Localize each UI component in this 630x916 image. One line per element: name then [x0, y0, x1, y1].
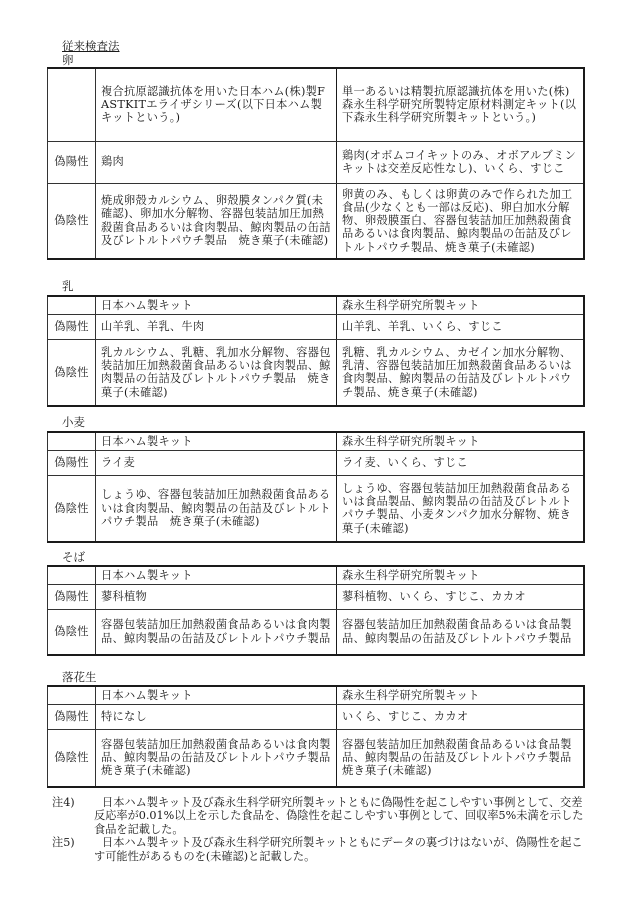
- false-negative-kit-b: 乳糖、乳カルシウム、カゼイン加水分解物、乳清、容器包装詰加圧加熱殺菌食品あるいは食肉製品、鯨肉製品の缶詰及びレトルトパウチ製品、焼き菓子(未確認): [337, 339, 584, 406]
- table-row-kit-header: [48, 686, 584, 704]
- table-egg: [47, 67, 585, 260]
- false-positive-kit-b: ライ麦、いくら、すじこ: [337, 450, 584, 475]
- row-label-false-positive: 偽陽性: [48, 450, 96, 475]
- table-row-false-positive: [48, 704, 584, 729]
- kit-a-header: 日本ハム製キット: [96, 296, 337, 314]
- row-label-false-negative: 偽陰性: [48, 183, 96, 259]
- table-row-false-positive: [48, 314, 584, 339]
- kit-b-header: 森永生科学研究所製キット: [337, 432, 584, 450]
- false-positive-kit-b: 山羊乳、羊乳、いくら、すじこ: [337, 314, 584, 339]
- table-row-false-negative: [48, 183, 584, 259]
- empty-header-cell: [48, 566, 96, 584]
- footnote-5: [52, 836, 592, 863]
- table-peanut: [47, 685, 585, 788]
- table-row-kit-header: [48, 296, 584, 314]
- false-negative-kit-b: 容器包装詰加圧加熱殺菌食品あるいは食品製品、鯨肉製品の缶詰及びレトルトパウチ製品: [337, 609, 584, 655]
- false-negative-kit-a: 容器包装詰加圧加熱殺菌食品あるいは食肉製品、鯨肉製品の缶詰及びレトルトパウチ製品 焼き菓子(未確認): [96, 729, 337, 787]
- false-positive-kit-a: 山羊乳、羊乳、牛肉: [96, 314, 337, 339]
- false-negative-kit-a: しょうゆ、容器包装詰加圧加熱殺菌食品あるいは食肉製品、鯨肉製品の缶詰及びレトルトパウチ製品 焼き菓子(未確認): [96, 475, 337, 542]
- table-row-kit-header: [48, 566, 584, 584]
- false-negative-kit-a: 焼成卵殻カルシウム、卵殻膜タンパク質(未確認)、卵加水分解物、容器包装詰加圧加熱殺菌食品あるいは食肉製品、鯨肉製品の缶詰及びレトルトパウチ製品 焼き菓子(未確認): [96, 183, 337, 259]
- footnote-label: 注5): [52, 836, 75, 850]
- section-label-peanut: 落花生: [62, 670, 97, 684]
- false-positive-kit-b: いくら、すじこ、カカオ: [337, 704, 584, 729]
- table-row-false-negative: [48, 729, 584, 787]
- footnote-label: 注4): [52, 796, 75, 809]
- kit-b-header: 森永生科学研究所製キット: [337, 566, 584, 584]
- table-milk: [47, 295, 585, 407]
- empty-header-cell: [48, 432, 96, 450]
- row-label-false-negative: 偽陰性: [48, 729, 96, 787]
- table-row-false-negative: [48, 475, 584, 542]
- kit-a-header: 日本ハム製キット: [96, 566, 337, 584]
- empty-header-cell: [48, 68, 96, 141]
- row-label-false-negative: 偽陰性: [48, 339, 96, 406]
- row-label-false-positive: 偽陽性: [48, 141, 96, 183]
- false-positive-kit-b: 鶏肉(オボムコイキットのみ、オボアルブミンキットは交差反応性なし)、いくら、すじこ: [337, 141, 584, 183]
- table-wheat: [47, 431, 585, 543]
- kit-a-header: 日本ハム製キット: [96, 686, 337, 704]
- footnote-text: 日本ハム製キット及び森永生科学研究所製キットともに偽陽性を起こしやすい事例として、交差反応率が0.01%以上を示した食品を、偽陰性を起こしやすい事例として、回収率5%未満を示した食品を記載した。: [94, 796, 584, 836]
- false-positive-kit-a: 蓼科植物: [96, 584, 337, 609]
- kit-b-header: 森永生科学研究所製キット: [337, 296, 584, 314]
- table-row-false-positive: [48, 141, 584, 183]
- table-buckwheat: [47, 565, 585, 656]
- table-row-kit-header: [48, 432, 584, 450]
- false-positive-kit-a: ライ麦: [96, 450, 337, 475]
- kit-a-header: 日本ハム製キット: [96, 432, 337, 450]
- kit-b-header: 単一あるいは精製抗原認識抗体を用いた(株)森永生科学研究所製特定原材料測定キット(以下森永生科学研究所製キットという。): [337, 68, 584, 141]
- table-row-false-positive: [48, 450, 584, 475]
- row-label-false-positive: 偽陽性: [48, 314, 96, 339]
- empty-header-cell: [48, 686, 96, 704]
- table-row-false-positive: [48, 584, 584, 609]
- section-label-egg: 卵: [62, 53, 74, 67]
- false-negative-kit-b: しょうゆ、容器包装詰加圧加熱殺菌食品あるいは食品製品、鯨肉製品の缶詰及びレトルトパウチ製品、小麦タンパク加水分解物、焼き菓子(未確認): [337, 475, 584, 542]
- kit-b-header: 森永生科学研究所製キット: [337, 686, 584, 704]
- section-label-buckwheat: そば: [62, 550, 85, 564]
- row-label-false-positive: 偽陽性: [48, 704, 96, 729]
- row-label-false-positive: 偽陽性: [48, 584, 96, 609]
- false-positive-kit-b: 蓼科植物、いくら、すじこ、カカオ: [337, 584, 584, 609]
- row-label-false-negative: 偽陰性: [48, 609, 96, 655]
- footnote-4: [52, 796, 592, 836]
- false-negative-kit-a: 乳カルシウム、乳糖、乳加水分解物、容器包装詰加圧加熱殺菌食品あるいは食肉製品、鯨肉製品の缶詰及びレトルトパウチ製品 焼き菓子(未確認): [96, 339, 337, 406]
- row-label-false-negative: 偽陰性: [48, 475, 96, 542]
- false-negative-kit-b: 容器包装詰加圧加熱殺菌食品あるいは食品製品、鯨肉製品の缶詰及びレトルトパウチ製品 焼き菓子(未確認): [337, 729, 584, 787]
- false-positive-kit-a: 鶏肉: [96, 141, 337, 183]
- table-row-kit-header: [48, 68, 584, 141]
- false-negative-kit-b: 卵黄のみ、もしくは卵黄のみで作られた加工食品(少なくとも一部は反応)、卵白加水分解物、卵殻膜蛋白、容器包装詰加圧加熱殺菌食品あるいは食肉製品、鯨肉製品の缶詰及びレトルトパウチ製品、焼き菓子(未確認): [337, 183, 584, 259]
- empty-header-cell: [48, 296, 96, 314]
- table-row-false-negative: [48, 339, 584, 406]
- kit-a-header: 複合抗原認識抗体を用いた日本ハム(株)製FASTKITエライザシリーズ(以下日本ハム製キットという。): [96, 68, 337, 141]
- false-positive-kit-a: 特になし: [96, 704, 337, 729]
- false-negative-kit-a: 容器包装詰加圧加熱殺菌食品あるいは食肉製品、鯨肉製品の缶詰及びレトルトパウチ製品: [96, 609, 337, 655]
- section-label-wheat: 小麦: [62, 415, 85, 429]
- section-label-milk: 乳: [62, 279, 74, 293]
- footnotes: [52, 796, 592, 863]
- page-heading: 従来検査法: [62, 39, 120, 53]
- footnote-text: 日本ハム製キット及び森永生科学研究所製キットともにデータの裏づけはないが、偽陽性を起こす可能性があるものを(未確認)と記載した。: [94, 836, 583, 863]
- table-row-false-negative: [48, 609, 584, 655]
